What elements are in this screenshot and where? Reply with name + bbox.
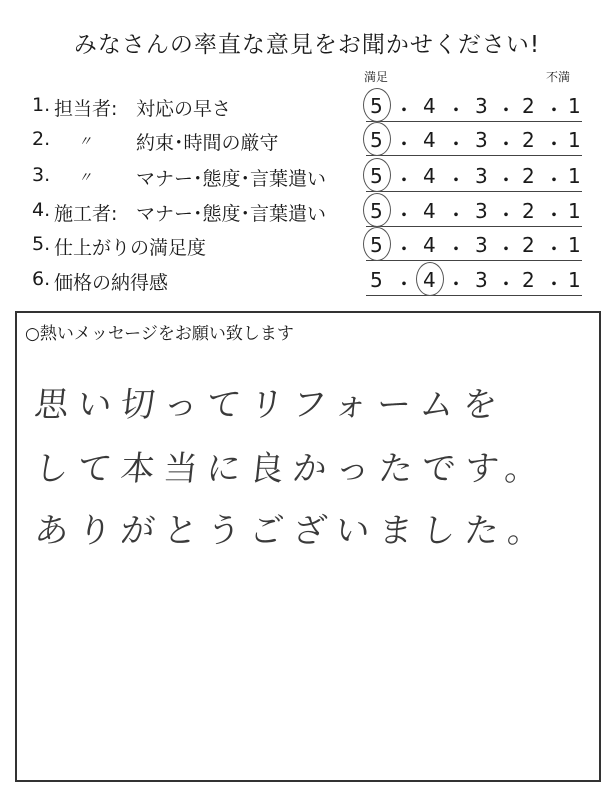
rating-option-4[interactable]: 4 (423, 268, 436, 292)
rating-scale[interactable] (366, 164, 582, 190)
rating-scale[interactable] (366, 94, 582, 120)
question-number: 4. (32, 199, 51, 221)
rating-separator: ･ (501, 272, 511, 296)
rating-separator: ･ (399, 272, 409, 296)
rating-option-4[interactable]: 4 (423, 164, 436, 188)
rating-option-3[interactable]: 3 (475, 128, 488, 152)
question-text: 対応の早さ (136, 98, 232, 120)
rating-option-1[interactable]: 1 (568, 233, 581, 257)
rating-scale[interactable] (366, 199, 582, 225)
ditto-mark: 〃 (78, 134, 92, 150)
question-subject: 担当者: (54, 98, 118, 120)
rating-separator: ･ (549, 98, 559, 122)
handwritten-line: ありがとうございました。 (32, 511, 553, 551)
rating-scale[interactable] (366, 268, 582, 294)
ditto-mark: 〃 (78, 170, 92, 186)
rating-scale[interactable] (366, 233, 582, 259)
question-text: 価格の納得感 (54, 272, 169, 294)
question-row (0, 229, 614, 263)
rating-option-3[interactable]: 3 (475, 94, 488, 118)
rating-separator: ･ (451, 98, 461, 122)
rating-separator: ･ (549, 168, 559, 192)
scale-label-dissatisfied: 不満 (546, 70, 571, 84)
selected-rating-circle (363, 88, 391, 122)
selected-rating-circle (363, 227, 391, 261)
rating-option-4[interactable]: 4 (423, 233, 436, 257)
rating-option-3[interactable]: 3 (475, 268, 488, 292)
rating-option-2[interactable]: 2 (522, 199, 535, 223)
rating-option-4[interactable]: 4 (423, 94, 436, 118)
rating-option-5[interactable]: 5 (370, 164, 383, 188)
rating-option-3[interactable]: 3 (475, 199, 488, 223)
rating-separator: ･ (451, 237, 461, 261)
rating-option-3[interactable]: 3 (475, 164, 488, 188)
question-row (0, 124, 614, 158)
rating-option-2[interactable]: 2 (522, 94, 535, 118)
rating-separator: ･ (549, 132, 559, 156)
rating-separator: ･ (399, 203, 409, 227)
rating-separator: ･ (451, 272, 461, 296)
question-row (0, 90, 614, 124)
rating-option-1[interactable]: 1 (568, 94, 581, 118)
rating-separator: ･ (399, 237, 409, 261)
question-text: マナー･態度･言葉遣い (136, 203, 327, 225)
rating-scale[interactable] (366, 128, 582, 154)
message-box (15, 311, 601, 782)
rating-separator: ･ (501, 132, 511, 156)
question-number: 1. (32, 94, 51, 116)
rating-separator: ･ (399, 168, 409, 192)
rating-separator: ･ (549, 203, 559, 227)
rating-option-4[interactable]: 4 (423, 128, 436, 152)
rating-separator: ･ (501, 168, 511, 192)
rating-separator: ･ (501, 98, 511, 122)
question-row (0, 264, 614, 298)
selected-rating-circle (363, 158, 391, 192)
rating-option-5[interactable]: 5 (370, 128, 383, 152)
rating-option-4[interactable]: 4 (423, 199, 436, 223)
rating-separator: ･ (451, 203, 461, 227)
rating-separator: ･ (501, 203, 511, 227)
question-number: 5. (32, 233, 51, 255)
question-row (0, 195, 614, 229)
rating-separator: ･ (501, 237, 511, 261)
rating-option-5[interactable]: 5 (370, 268, 383, 292)
question-number: 2. (32, 128, 51, 150)
rating-separator: ･ (399, 132, 409, 156)
rating-separator: ･ (549, 237, 559, 261)
rating-option-3[interactable]: 3 (475, 233, 488, 257)
rating-separator: ･ (549, 272, 559, 296)
rating-option-2[interactable]: 2 (522, 164, 535, 188)
handwritten-line: して本当に良かったです。 (32, 449, 551, 489)
rating-separator: ･ (451, 168, 461, 192)
rating-option-1[interactable]: 1 (568, 164, 581, 188)
question-number: 6. (32, 268, 51, 290)
rating-option-2[interactable]: 2 (522, 128, 535, 152)
question-number: 3. (32, 164, 51, 186)
question-text: 約束･時間の厳守 (136, 132, 279, 154)
survey-title: みなさんの率直な意見をお聞かせください! (73, 32, 541, 58)
rating-option-1[interactable]: 1 (568, 268, 581, 292)
handwritten-line: 思い切ってリフォームを (32, 385, 509, 425)
rating-option-5[interactable]: 5 (370, 233, 383, 257)
selected-rating-circle (363, 122, 391, 156)
selected-rating-circle (416, 262, 444, 296)
rating-separator: ･ (451, 132, 461, 156)
rating-option-2[interactable]: 2 (522, 268, 535, 292)
selected-rating-circle (363, 193, 391, 227)
rating-option-5[interactable]: 5 (370, 199, 383, 223)
rating-separator: ･ (399, 98, 409, 122)
question-subject: 施工者: (54, 203, 118, 225)
question-row (0, 160, 614, 194)
rating-option-2[interactable]: 2 (522, 233, 535, 257)
message-header: ○熱いメッセージをお願い致します (25, 324, 294, 344)
rating-option-1[interactable]: 1 (568, 199, 581, 223)
scale-label-satisfied: 満足 (364, 70, 389, 84)
rating-option-5[interactable]: 5 (370, 94, 383, 118)
question-text: 仕上がりの満足度 (54, 237, 207, 259)
question-text: マナー･態度･言葉遣い (136, 168, 327, 190)
rating-option-1[interactable]: 1 (568, 128, 581, 152)
